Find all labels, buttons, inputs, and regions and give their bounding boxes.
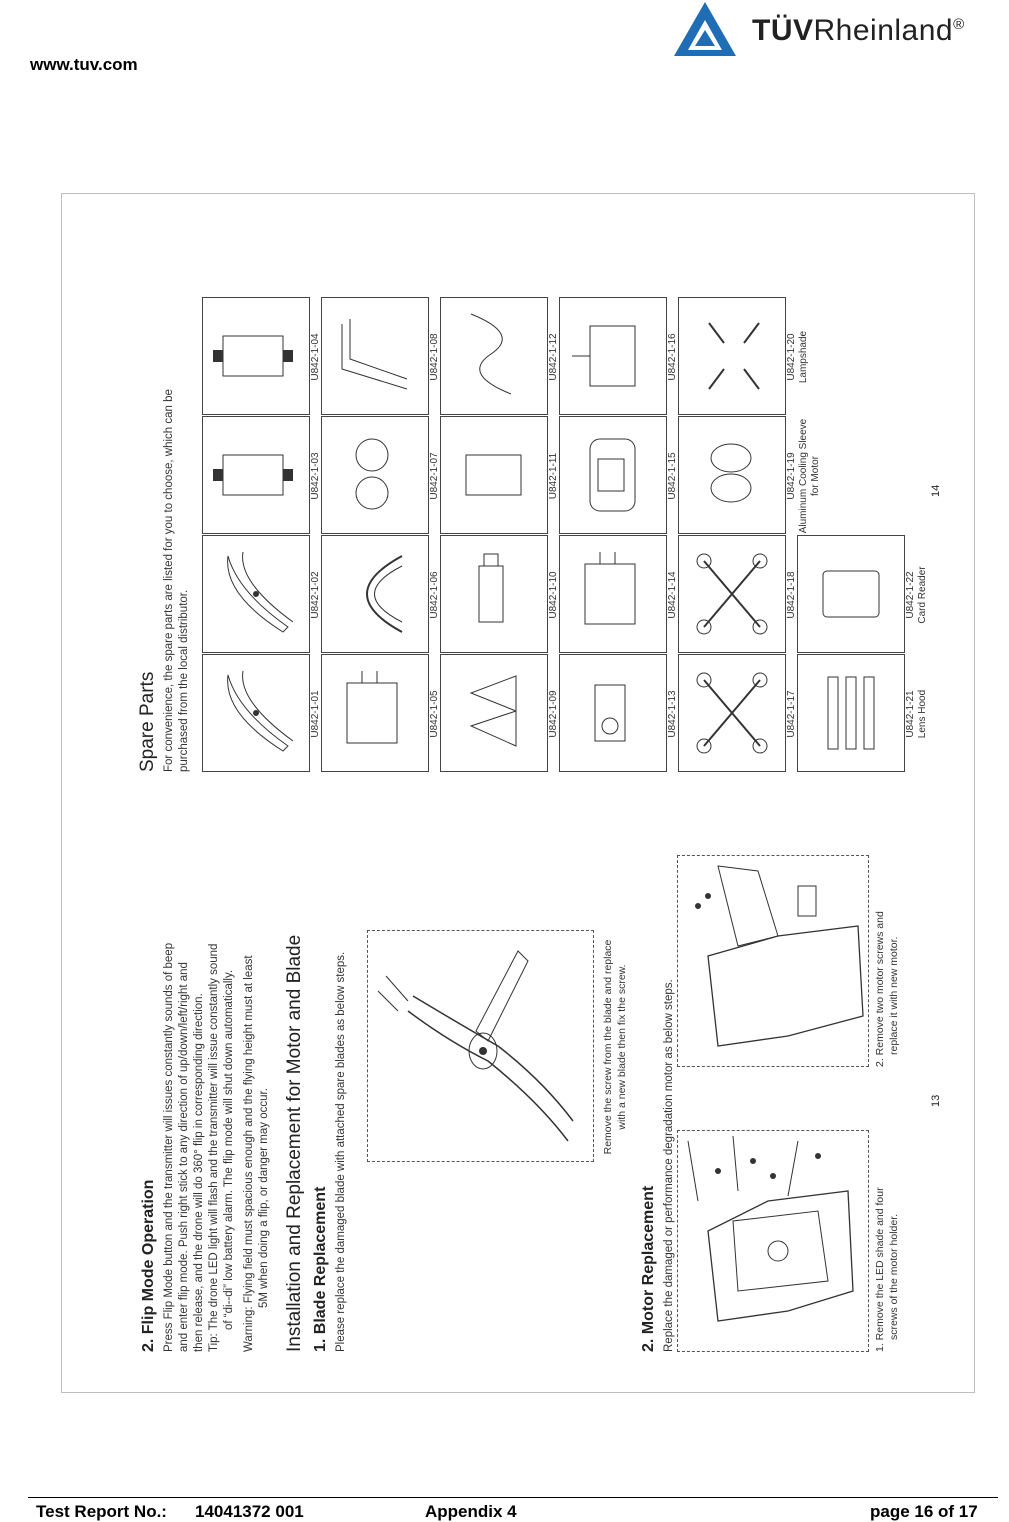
spare-part-code: U842-1-20	[786, 333, 797, 381]
spare-part-code: U842-1-13	[667, 690, 678, 738]
spare-part-image	[678, 297, 786, 415]
manual-spread: 2. Flip Mode Operation Press Flip Mode button and the transmitter will issues constantly sounds of beep and enter flip mode. Push right stick to any direction of up/down/left/right and then release, and the drone will do 360° flip in corresponding direction. Tip: The drone LED light will flash and the transmitter will issue constantly sound of “di--di” low battery alarm. The flip mode will shut down automatically. Warning: Flying field must spacious enough and the flying height must at least 5M when doing a flip, or danger may occur. Installation and Replacement for Motor and Blade 1. Blade Replacement Please replace the damaged blade with attached spare blades as below steps. Remove the screw from the blade and replace with a new blade then fix the screw. 2. Motor Replacement Replace the damaged or performance degradation motor as below steps. 1. Remove the LED shade and four screws of the motor holder. 2. Remove two motor screws and replace it with new motor. 13 Spare Parts For convenience, the spare parts are listed for you to choose, which can be purchased from the local distributor. U842-1-01 U842-1-02 U842-1-03 U842-1-04 U842-1-05 U842-1-06 U842-1-07 U842-1-08 U842-1-09 U842-1-10 U842-1-11 U842-1-12 U842-1-13 U842-1-14 U842-1-15 U842-1-16 U842-1-17 U842-1-18 U842-1-19 Aluminum Cooling Sleeve for Motor U842-1-20 Lampshade U842-1-21 Lens Hood U842-1-22 Card Reader 14	[62, 194, 974, 1392]
spare-part-image	[321, 297, 429, 415]
manual-scan-frame	[61, 193, 975, 1393]
blade-diagram-icon	[368, 931, 593, 1161]
motor-icon	[203, 298, 309, 414]
spare-part-image	[202, 535, 310, 653]
frame-icon	[679, 536, 785, 652]
spare-parts-intro-1: For convenience, the spare parts are listed for you to choose, which can be	[163, 389, 175, 772]
left-page-number: 13	[930, 1094, 942, 1107]
spare-part-image	[202, 297, 310, 415]
spare-parts-intro-2: purchased from the local distributor.	[178, 589, 190, 772]
motor-icon	[203, 417, 309, 533]
spare-part-code: U842-1-01	[310, 690, 321, 738]
motor-replacement-text: Replace the damaged or performance degradation motor as below steps.	[663, 979, 675, 1352]
spare-part-code: U842-1-06	[429, 571, 440, 619]
spare-parts-title: Spare Parts	[137, 671, 158, 772]
flip-line-2: and enter flip mode. Push right stick to any direction of up/down/left/right and	[178, 962, 190, 1352]
spare-part-code: U842-1-16	[667, 333, 678, 381]
spare-part-image	[440, 535, 548, 653]
page-indicator: page 16 of 17	[870, 1502, 978, 1521]
blade-caption-2: with a new blade then fix the screw.	[616, 964, 628, 1130]
motor-replace-diagram-icon	[678, 856, 868, 1066]
flip-line-3: then release, and the drone will do 360° flip in corresponding direction.	[193, 993, 205, 1352]
spare-part-code: U842-1-11	[548, 452, 559, 500]
spare-part-code: U842-1-21	[905, 690, 916, 738]
website-url: www.tuv.com	[30, 55, 138, 74]
spare-part-image	[797, 535, 905, 653]
camera-box-icon	[560, 655, 666, 771]
card-reader-icon	[798, 536, 904, 652]
battery-icon	[560, 536, 666, 652]
guard-icon	[322, 536, 428, 652]
spare-part-image	[559, 535, 667, 653]
motor-replacement-title: 2. Motor Replacement	[640, 1185, 657, 1352]
spare-part-code: U842-1-19	[786, 452, 797, 500]
lampshade-icon	[679, 298, 785, 414]
footer-divider	[28, 1497, 998, 1498]
spare-part-code: U842-1-14	[667, 571, 678, 619]
spare-part-code: U842-1-10	[548, 571, 559, 619]
spare-part-image	[797, 654, 905, 772]
sd-card-icon	[441, 417, 547, 533]
cable-icon	[441, 298, 547, 414]
blade-icon	[203, 655, 309, 771]
battery-icon	[322, 655, 428, 771]
flip-line-5: of “di--di” low battery alarm. The flip mode will shut down automatically.	[223, 969, 235, 1330]
spare-part-code: U842-1-18	[786, 571, 797, 619]
motor-caption-2b: replace it with new motor.	[888, 936, 900, 1055]
spare-part-code: U842-1-15	[667, 452, 678, 500]
spare-part-code: U842-1-07	[429, 452, 440, 500]
spare-part-image	[321, 535, 429, 653]
motor-holder-diagram-icon	[678, 1131, 868, 1351]
spare-part-image	[559, 654, 667, 772]
spare-part-code: U842-1-04	[310, 333, 321, 381]
spare-part-code: U842-1-08	[429, 333, 440, 381]
spare-part-image	[440, 416, 548, 534]
blade-caption-1: Remove the screw from the blade and replace	[602, 939, 614, 1155]
spare-part-code: U842-1-05	[429, 690, 440, 738]
spare-part-code: U842-1-09	[548, 690, 559, 738]
spare-part-code: U842-1-12	[548, 333, 559, 381]
spare-part-image	[321, 654, 429, 772]
spare-part-image	[440, 297, 548, 415]
spare-part-code: U842-1-22	[905, 571, 916, 619]
report-label: Test Report No.:	[36, 1502, 167, 1521]
appendix-label: Appendix 4	[425, 1502, 517, 1521]
right-page-number: 14	[930, 484, 942, 497]
sleeve-icon	[679, 417, 785, 533]
motor-step2-box	[677, 855, 869, 1067]
flip-line-7: 5M when doing a flip, or danger may occur.	[258, 1088, 270, 1308]
cover-icon	[441, 655, 547, 771]
blade-replacement-text: Please replace the damaged blade with attached spare blades as below steps.	[335, 951, 347, 1352]
spare-part-image	[678, 416, 786, 534]
spare-part-code: U842-1-03	[310, 452, 321, 500]
spare-part-image	[559, 416, 667, 534]
motor-step1-box	[677, 1130, 869, 1352]
tuv-logo	[670, 0, 990, 58]
install-title: Installation and Replacement for Motor and Blade	[284, 934, 305, 1352]
spare-part-image	[202, 416, 310, 534]
motor-caption-2a: 2. Remove two motor screws and	[874, 911, 886, 1067]
flip-line-6: Warning: Flying field must spacious enough and the flying height must at least	[243, 955, 255, 1352]
blade-diagram-box	[367, 930, 594, 1162]
lens-hood-icon	[798, 655, 904, 771]
flip-line-1: Press Flip Mode button and the transmitter will issues constantly sounds of beep	[163, 942, 175, 1352]
usb-charger-icon	[441, 536, 547, 652]
spare-part-image	[678, 654, 786, 772]
board-icon	[560, 298, 666, 414]
motor-caption-1a: 1. Remove the LED shade and four	[874, 1187, 886, 1352]
logo-wordmark: TÜVRheinland®	[752, 14, 965, 47]
motor-caption-1b: screws of the motor holder.	[888, 1213, 900, 1340]
spare-part-image	[559, 297, 667, 415]
blade-replacement-title: 1. Blade Replacement	[312, 1186, 329, 1352]
frame-icon	[679, 655, 785, 771]
spare-part-image	[321, 416, 429, 534]
leg-icon	[322, 298, 428, 414]
spare-part-image	[678, 535, 786, 653]
flip-mode-title: 2. Flip Mode Operation	[140, 1179, 157, 1352]
spare-part-code: U842-1-17	[786, 690, 797, 738]
holder-icon	[322, 417, 428, 533]
tuv-triangle-icon	[670, 0, 740, 58]
spare-part-code: U842-1-02	[310, 571, 321, 619]
spare-part-image	[202, 654, 310, 772]
blade-icon	[203, 536, 309, 652]
flip-line-4: Tip: The drone LED light will flash and the transmitter will issue constantly sound	[208, 943, 220, 1352]
transmitter-icon	[560, 417, 666, 533]
report-number: 14041372 001	[195, 1502, 304, 1521]
spare-part-image	[440, 654, 548, 772]
